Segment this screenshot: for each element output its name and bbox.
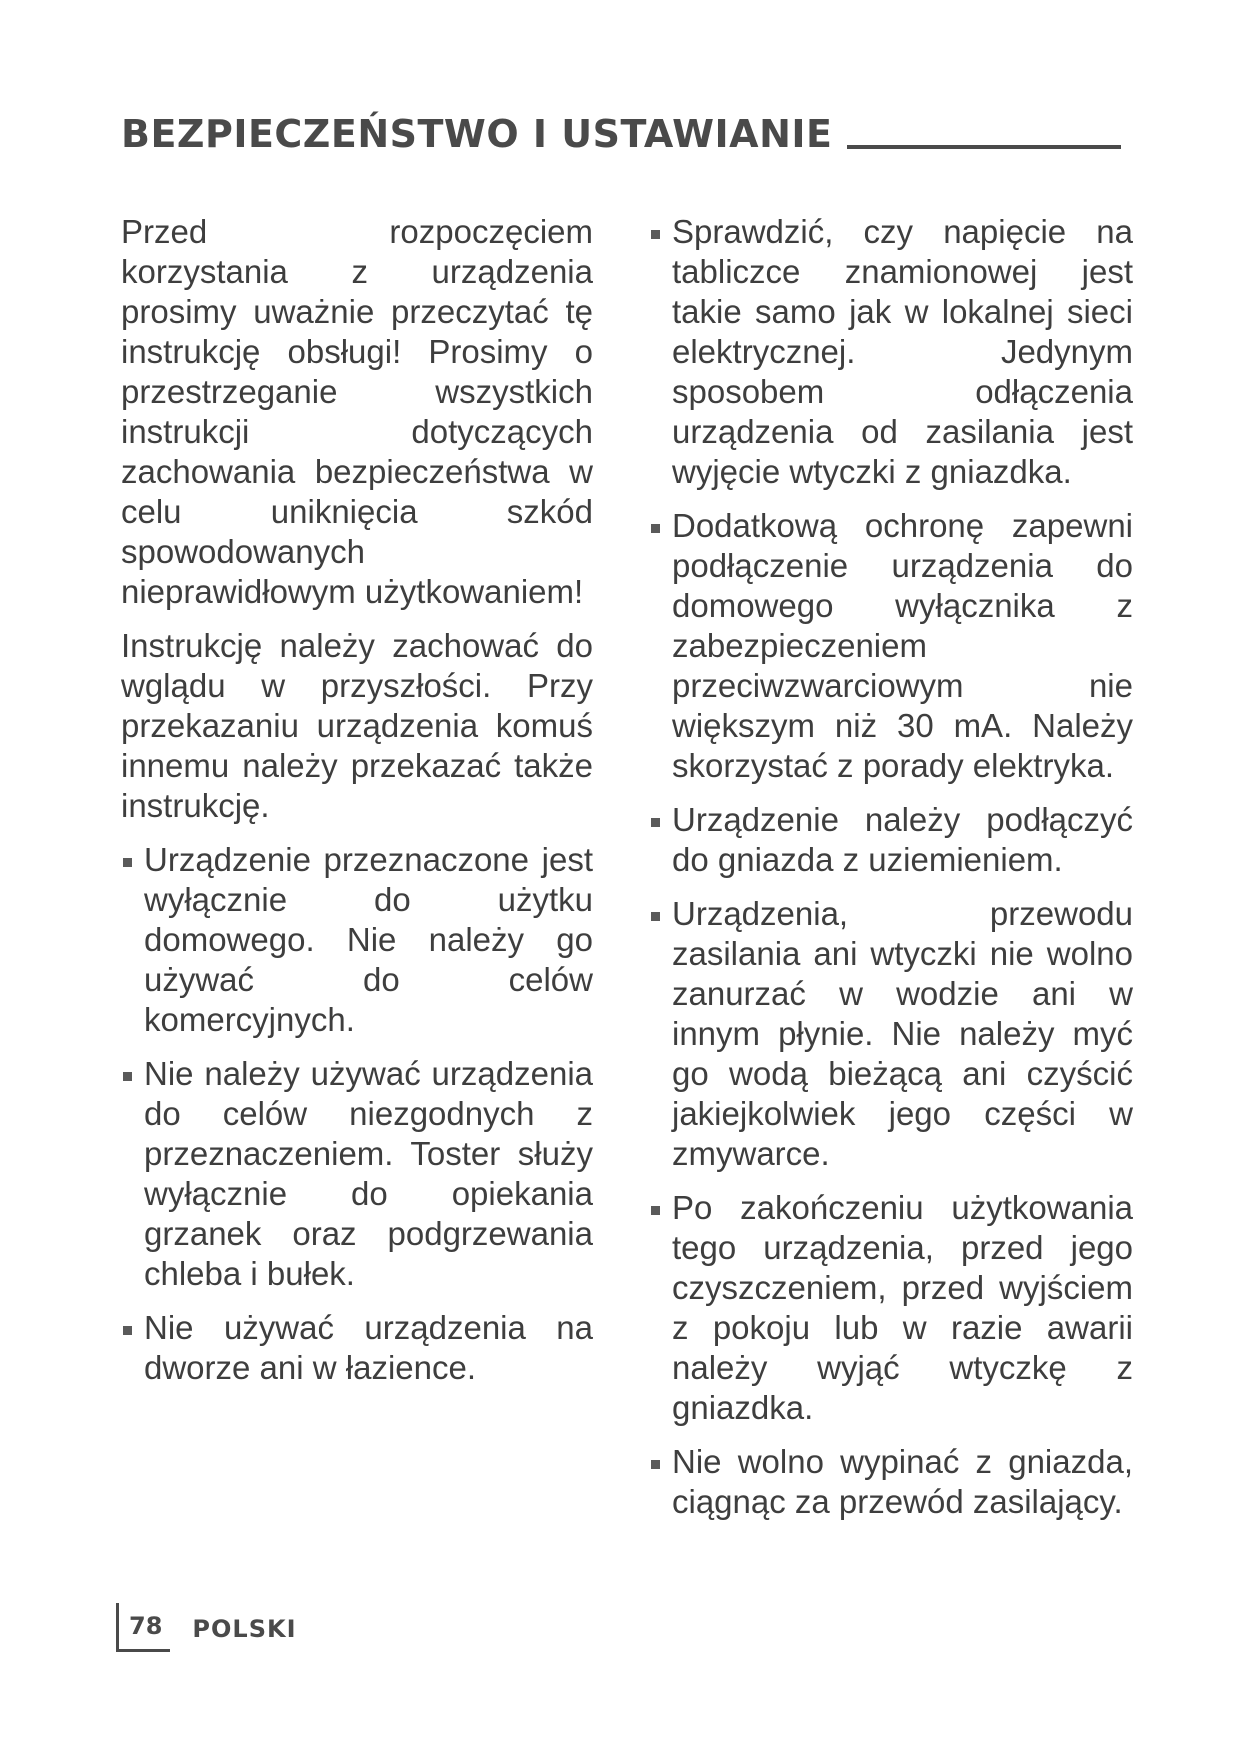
keep-instructions-paragraph: Instrukcję należy zachować do wglądu w przyszłości. Przy przekazaniu urządzenia komuś innemu należy przekazać także instrukcję. (121, 627, 593, 824)
square-bullet-icon (651, 912, 660, 921)
list-item (649, 1188, 1133, 1428)
list-item-text: Urządzenie należy podłączyć do gniazda z uziemieniem. (672, 801, 1133, 878)
left-bullet-list (121, 840, 593, 1388)
list-item-text: Sprawdzić, czy napięcie na tabliczce znamionowej jest takie samo jak w lokalnej sieci elektrycznej. Jedynym sposobem odłączenia urządzenia od zasilania jest wyjęcie wtyczki z gniazdka. (672, 213, 1133, 490)
list-item-text: Urządzenia, przewodu zasilania ani wtyczki nie wolno zanurzać w wodzie ani w innym płynie. Nie należy myć go wodą bieżącą ani czyścić jakiejkolwiek jego części w zmywarce. (672, 895, 1133, 1172)
page-title: BEZPIECZEŃSTWO I USTAWIANIE (121, 112, 833, 156)
square-bullet-icon (651, 1206, 660, 1215)
list-item (649, 800, 1133, 880)
page-number: 78 (129, 1611, 163, 1640)
page-number-frame (116, 1603, 170, 1652)
heading-rule (847, 145, 1122, 149)
list-item (121, 1308, 593, 1388)
footer-language: POLSKI (192, 1614, 297, 1643)
list-item-text: Dodatkową ochronę zapewni podłączenie urządzenia do domowego wyłącznika z zabezpieczeniem przeciwzwarciowym nie większym niż 30 mA. Należy skorzystać z porady elektryka. (672, 507, 1133, 784)
square-bullet-icon (651, 230, 660, 239)
list-item-text: Nie należy używać urządzenia do celów niezgodnych z przeznaczeniem. Toster służy wyłącznie do opiekania grzanek oraz podgrzewania chleba i bułek. (144, 1055, 593, 1292)
square-bullet-icon (123, 858, 132, 867)
list-item (649, 1442, 1133, 1522)
left-column (121, 212, 593, 1402)
intro-paragraph: Przed rozpoczęciem korzystania z urządzenia prosimy uważnie przeczytać tę instrukcję obsługi! Prosimy o przestrzeganie wszystkich instrukcji dotyczących zachowania bezpieczeństwa w celu uniknięcia szkód spowodowanych nieprawidłowym użytkowaniem! (121, 213, 593, 610)
right-column (649, 212, 1133, 1536)
list-item-text: Nie używać urządzenia na dworze ani w łazience. (144, 1309, 593, 1386)
list-item (649, 506, 1133, 786)
list-item (121, 1054, 593, 1294)
square-bullet-icon (123, 1326, 132, 1335)
list-item (121, 840, 593, 1040)
list-item-text: Nie wolno wypinać z gniazda, ciągnąc za przewód zasilający. (672, 1443, 1133, 1520)
list-item-text: Urządzenie przeznaczone jest wyłącznie do użytku domowego. Nie należy go używać do celów komercyjnych. (144, 841, 593, 1038)
list-item (649, 212, 1133, 492)
page-footer (116, 1601, 297, 1653)
page-heading (121, 112, 1121, 156)
square-bullet-icon (651, 1460, 660, 1469)
right-bullet-list (649, 212, 1133, 1522)
square-bullet-icon (651, 818, 660, 827)
list-item-text: Po zakończeniu użytkowania tego urządzenia, przed jego czyszczeniem, przed wyjściem z pokoju lub w razie awarii należy wyjąć wtyczkę z gniazdka. (672, 1189, 1133, 1426)
list-item (649, 894, 1133, 1174)
square-bullet-icon (123, 1072, 132, 1081)
square-bullet-icon (651, 524, 660, 533)
